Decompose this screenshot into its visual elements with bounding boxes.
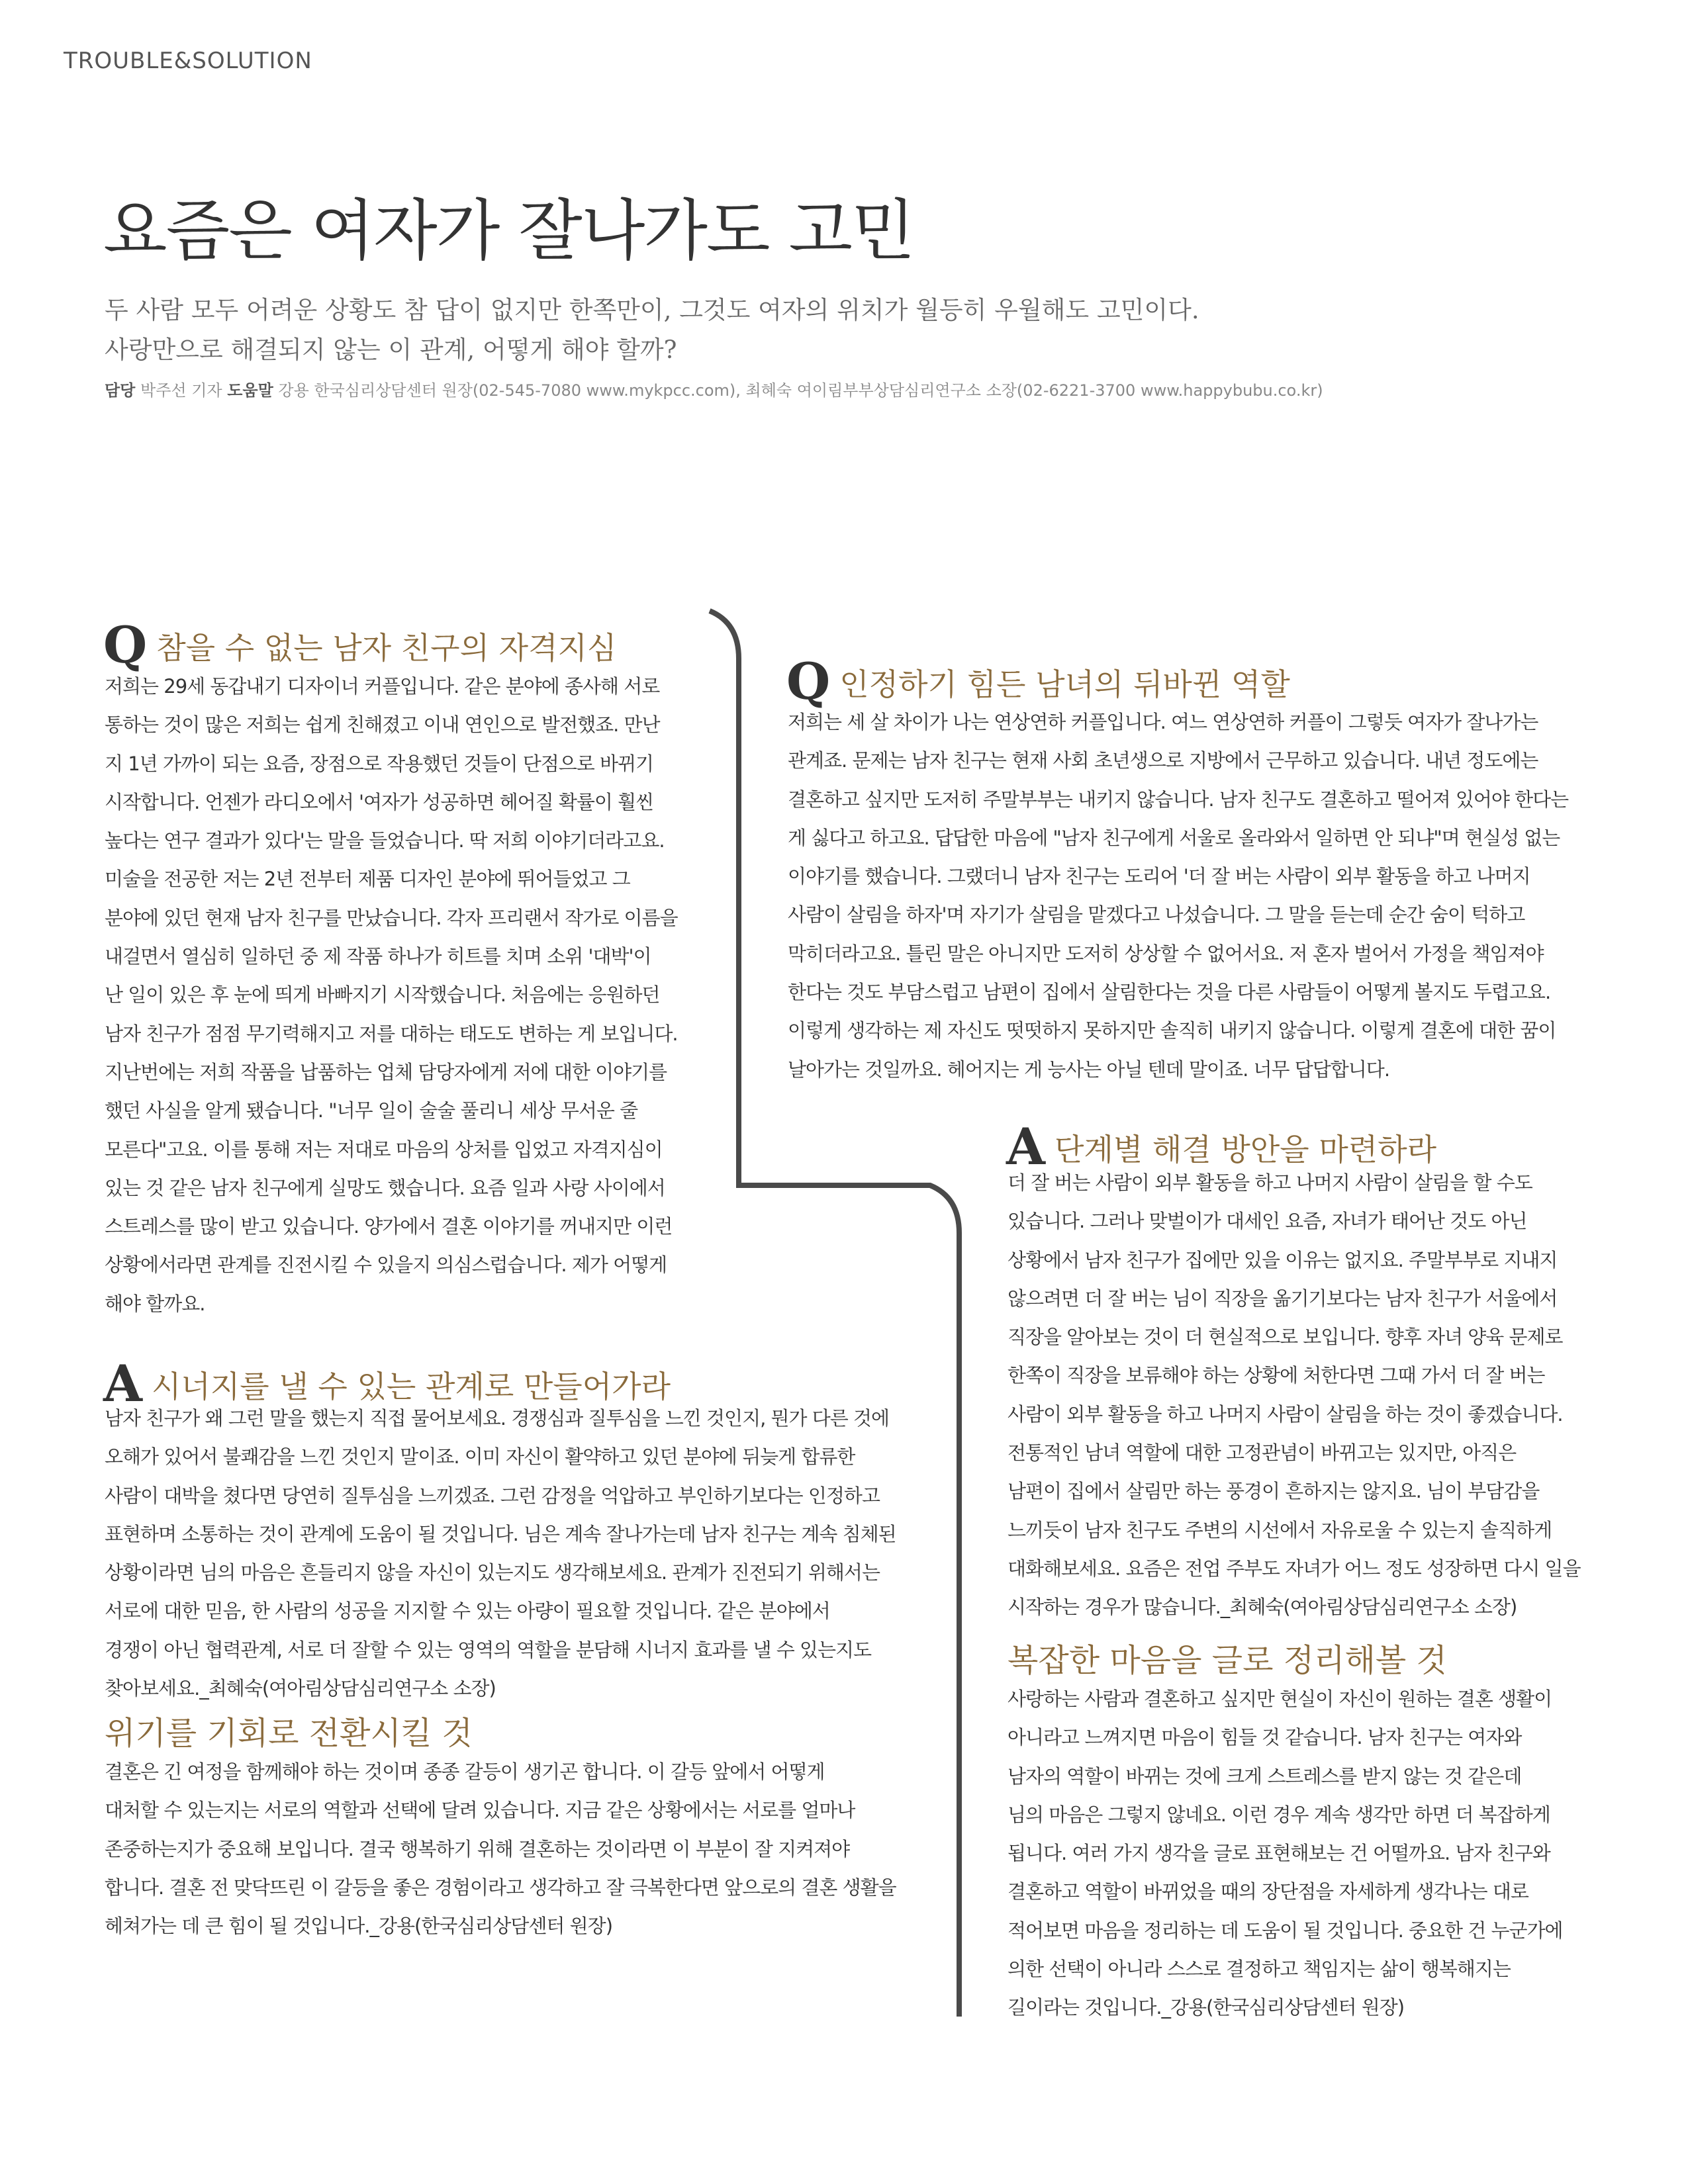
a1-line: 서로에 대한 믿음, 한 사람의 성공을 지지할 수 있는 아량이 필요할 것입니다. 같은 분야에서 (105, 1600, 830, 1623)
q2-line: 사람이 살림을 하자'며 자기가 살림을 맡겠다고 나섰습니다. 그 말을 듣는데 순간 숨이 턱하고 (788, 903, 1525, 927)
subtitle-line-1: 두 사람 모두 어려운 상황도 참 답이 없지만 한쪽만이, 그것도 여자의 위치가 월등히 우월해도 고민이다. (105, 296, 1199, 324)
a2-line: 직장을 알아보는 것이 더 현실적으로 보입니다. 향후 자녀 양육 문제로 (1008, 1326, 1563, 1349)
a1-heading-text: 시너지를 낼 수 있는 관계로 만들어가라 (151, 1369, 671, 1404)
q2-line: 게 싫다고 하고요. 답답한 마음에 "남자 친구에게 서울로 올라와서 일하면 안 되냐"며 현실성 없는 (788, 826, 1560, 849)
a2-sub-line: 결혼하고 역할이 바뀌었을 때의 장단점을 자세하게 생각나는 대로 (1008, 1880, 1528, 1903)
a1-line: 오해가 있어서 불쾌감을 느낀 것인지 말이죠. 이미 자신이 활약하고 있던 분야에 뒤늦게 합류한 (105, 1445, 855, 1469)
q1-line: 해야 할까요. (105, 1292, 205, 1315)
a2-line: 남편이 집에서 살림만 하는 풍경이 흔하지는 않지요. 님이 부담감을 (1008, 1480, 1540, 1503)
a2-line: 사람이 외부 활동을 하고 나머지 사람이 살림을 하는 것이 좋겠습니다. (1008, 1402, 1563, 1426)
a2-line: 한쪽이 직장을 보류해야 하는 상황에 처한다면 그때 가서 더 잘 버는 (1008, 1364, 1545, 1387)
a1-sub-line: 헤쳐가는 데 큰 힘이 될 것입니다._강용(한국심리상담센터 원장) (105, 1915, 613, 1938)
q2-line: 날아가는 것일까요. 헤어지는 게 능사는 아닐 텐데 말이죠. 너무 답답합니다. (788, 1058, 1390, 1081)
q1-line: 분야에 있던 현재 남자 친구를 만났습니다. 각자 프리랜서 작가로 이름을 (105, 906, 678, 929)
a1-sub-heading: 위기를 기회로 전환시킬 것 (105, 1715, 473, 1752)
a1-line: 경쟁이 아닌 협력관계, 서로 더 잘할 수 있는 영역의 역할을 분담해 시너지 효과를 낼 수 있는지도 (105, 1638, 872, 1661)
a1-sub-line: 합니다. 결혼 전 맞닥뜨린 이 갈등을 좋은 경험이라고 생각하고 잘 극복한다면 앞으로의 결혼 생활을 (105, 1876, 896, 1899)
q1-line: 있는 것 같은 남자 친구에게 실망도 했습니다. 요즘 일과 사랑 사이에서 (105, 1176, 665, 1199)
a2-sub-line: 남자의 역할이 바뀌는 것에 크게 스트레스를 받지 않는 것 같은데 (1008, 1764, 1522, 1788)
q2-mark: Q (786, 652, 831, 711)
a1-sub-line: 대처할 수 있는지는 서로의 역할과 선택에 달려 있습니다. 지금 같은 상황에서는 서로를 얼마나 (105, 1799, 855, 1822)
a1-sub-body (105, 1752, 896, 1945)
a2-sub-line: 길이라는 것입니다._강용(한국심리상담센터 원장) (1008, 1996, 1405, 2019)
a2-line: 상황에서 남자 친구가 집에만 있을 이유는 없지요. 주말부부로 지내지 (1008, 1248, 1558, 1271)
q1-line: 저희는 29세 동갑내기 디자이너 커플입니다. 같은 분야에 종사해 서로 (105, 675, 660, 698)
a2-line: 시작하는 경우가 많습니다._최혜숙(여아림상담심리연구소 소장) (1008, 1596, 1517, 1619)
a1-line: 찾아보세요._최혜숙(여아림상담심리연구소 소장) (105, 1677, 496, 1700)
q1-line: 남자 친구가 점점 무기력해지고 저를 대하는 태도도 변하는 게 보입니다. (105, 1022, 678, 1045)
a1-sub-line: 결혼은 긴 여정을 함께해야 하는 것이며 종종 갈등이 생기곤 합니다. 이 갈등 앞에서 어떻게 (105, 1760, 825, 1783)
q1-line: 지난번에는 저희 작품을 납품하는 업체 담당자에게 저에 대한 이야기를 (105, 1060, 667, 1083)
a2-sub-line: 의한 선택이 아니라 스스로 결정하고 책임지는 삶이 행복해지는 (1008, 1958, 1511, 1981)
a1-line: 남자 친구가 왜 그런 말을 했는지 직접 물어보세요. 경쟁심과 질투심을 느낀 것인지, 뭔가 다른 것에 (105, 1407, 890, 1430)
q1-line: 높다는 연구 결과가 있다'는 말을 들었습니다. 딱 저희 이야기더라고요. (105, 829, 665, 852)
q2-body (788, 703, 1568, 1089)
a2-line: 않으려면 더 잘 버는 님이 직장을 옮기기보다는 남자 친구가 서울에서 (1008, 1287, 1558, 1310)
q2-line: 이야기를 했습니다. 그랬더니 남자 친구는 도리어 '더 잘 버는 사람이 외부 활동을 하고 나머지 (788, 865, 1530, 888)
credits-label-charge: 담당 (105, 381, 136, 400)
q2-line: 이렇게 생각하는 제 자신도 떳떳하지 못하지만 솔직히 내키지 않습니다. 이렇게 결혼에 대한 꿈이 (788, 1019, 1556, 1042)
a2-line: 있습니다. 그러나 맞벌이가 대세인 요즘, 자녀가 태어난 것도 아닌 (1008, 1210, 1527, 1233)
a1-mark: A (103, 1354, 142, 1413)
a2-sub-line: 적어보면 마음을 정리하는 데 도움이 될 것입니다. 중요한 건 누군가에 (1008, 1919, 1563, 1942)
a2-sub-heading: 복잡한 마음을 글로 정리해볼 것 (1008, 1642, 1447, 1679)
q2-line: 한다는 것도 부담스럽고 남편이 집에서 살림한다는 것을 다른 사람들이 어떻게 볼지도 두렵고요. (788, 981, 1551, 1004)
q1-heading (103, 615, 616, 674)
a2-line: 대화해보세요. 요즘은 전업 주부도 자녀가 어느 정도 성장하면 다시 일을 (1008, 1557, 1581, 1580)
q1-line: 내걸면서 열심히 일하던 중 제 작품 하나가 히트를 치며 소위 '대박'이 (105, 945, 651, 968)
a2-sub-line: 님의 마음은 그렇지 않네요. 이런 경우 계속 생각만 하면 더 복잡하게 (1008, 1803, 1550, 1826)
q2-line: 막히더라고요. 틀린 말은 아니지만 도저히 상상할 수 없어서요. 저 혼자 벌어서 가정을 책임져야 (788, 942, 1544, 965)
credits-label-help: 도움말 (227, 381, 273, 400)
a2-heading-text: 단계별 해결 방안을 마련하라 (1054, 1132, 1437, 1167)
page-title: 요즘은 여자가 잘나가도 고민 (103, 192, 914, 269)
q1-line: 미술을 전공한 저는 2년 전부터 제품 디자인 분야에 뛰어들었고 그 (105, 868, 630, 891)
a1-body (105, 1399, 896, 1707)
a2-line: 전통적인 남녀 역할에 대한 고정관념이 바뀌고는 있지만, 아직은 (1008, 1441, 1517, 1465)
q1-line: 상황에서라면 관계를 진전시킬 수 있을지 의심스럽습니다. 제가 어떻게 (105, 1253, 667, 1277)
a1-line: 사람이 대박을 쳤다면 당연히 질투심을 느끼겠죠. 그런 감정을 억압하고 부인하기보다는 인정하고 (105, 1484, 880, 1507)
a2-sub-body (1008, 1680, 1563, 2027)
a2-sub-line: 아니라고 느껴지면 마음이 힘들 것 같습니다. 남자 친구는 여자와 (1008, 1726, 1522, 1749)
a2-sub-line: 됩니다. 여러 가지 생각을 글로 표현해보는 건 어떨까요. 남자 친구와 (1008, 1842, 1550, 1865)
q1-line: 난 일이 있은 후 눈에 띄게 바빠지기 시작했습니다. 처음에는 응원하던 (105, 983, 660, 1007)
a1-line: 표현하며 소통하는 것이 관계에 도움이 될 것입니다. 님은 계속 잘나가는데 남자 친구는 계속 침체된 (105, 1522, 896, 1545)
a2-line: 느끼듯이 남자 친구도 주변의 시선에서 자유로울 수 있는지 솔직하게 (1008, 1518, 1552, 1541)
q1-line: 통하는 것이 많은 저희는 쉽게 친해졌고 이내 연인으로 발전했죠. 만난 (105, 713, 660, 737)
q2-line: 저희는 세 살 차이가 나는 연상연하 커플입니다. 여느 연상연하 커플이 그렇듯 여자가 잘나가는 (788, 711, 1538, 733)
q2-line: 관계죠. 문제는 남자 친구는 현재 사회 초년생으로 지방에서 근무하고 있습니다. 내년 정도에는 (788, 749, 1538, 772)
q1-line: 모른다"고요. 이를 통해 저는 저대로 마음의 상처를 입었고 자격지심이 (105, 1138, 663, 1161)
q1-line: 했던 사실을 알게 됐습니다. "너무 일이 술술 풀리니 세상 무서운 줄 (105, 1099, 638, 1122)
q1-mark: Q (103, 615, 148, 674)
a1-sub-line: 존중하는지가 중요해 보입니다. 결국 행복하기 위해 결혼하는 것이라면 이 부분이 잘 지켜져야 (105, 1837, 850, 1860)
a2-mark: A (1006, 1117, 1045, 1176)
a2-body (1008, 1163, 1581, 1627)
section-label: TROUBLE&SOLUTION (64, 48, 312, 74)
q1-line: 지 1년 가까이 되는 요즘, 장점으로 작용했던 것들이 단점으로 바뀌기 (105, 752, 654, 775)
a2-sub-line: 사랑하는 사람과 결혼하고 싶지만 현실이 자신이 원하는 결혼 생활이 (1008, 1688, 1552, 1710)
credits (105, 377, 1323, 400)
a1-line: 상황이라면 님의 마음은 흔들리지 않을 자신이 있는지도 생각해보세요. 관계가 진전되기 위해서는 (105, 1561, 880, 1584)
q2-line: 결혼하고 싶지만 도저히 주말부부는 내키지 않습니다. 남자 친구도 결혼하고 떨어져 있어야 한다는 (788, 788, 1569, 811)
q1-body (105, 667, 678, 1323)
credits-reporter: 박주선 기자 (140, 381, 222, 400)
q1-line: 스트레스를 많이 받고 있습니다. 양가에서 결혼 이야기를 꺼내지만 이런 (105, 1215, 673, 1238)
q1-heading-text: 참을 수 없는 남자 친구의 자격지심 (156, 630, 617, 666)
credits-advisors: 강용 한국심리상담센터 원장(02-545-7080 www.mykpcc.com), 최혜숙 여이림부부상담심리연구소 소장(02-6221-3700 www.happybubu.co.kr) (278, 381, 1323, 400)
a2-line: 더 잘 버는 사람이 외부 활동을 하고 나머지 사람이 살림을 할 수도 (1008, 1171, 1532, 1194)
subtitle-line-2: 사랑만으로 해결되지 않는 이 관계, 어떻게 해야 할까? (105, 336, 677, 364)
q2-heading (786, 652, 1290, 711)
q2-heading-text: 인정하기 힘든 남녀의 뒤바뀐 역할 (839, 666, 1290, 702)
q1-line: 시작합니다. 언젠가 라디오에서 '여자가 성공하면 헤어질 확률이 훨씬 (105, 790, 654, 813)
